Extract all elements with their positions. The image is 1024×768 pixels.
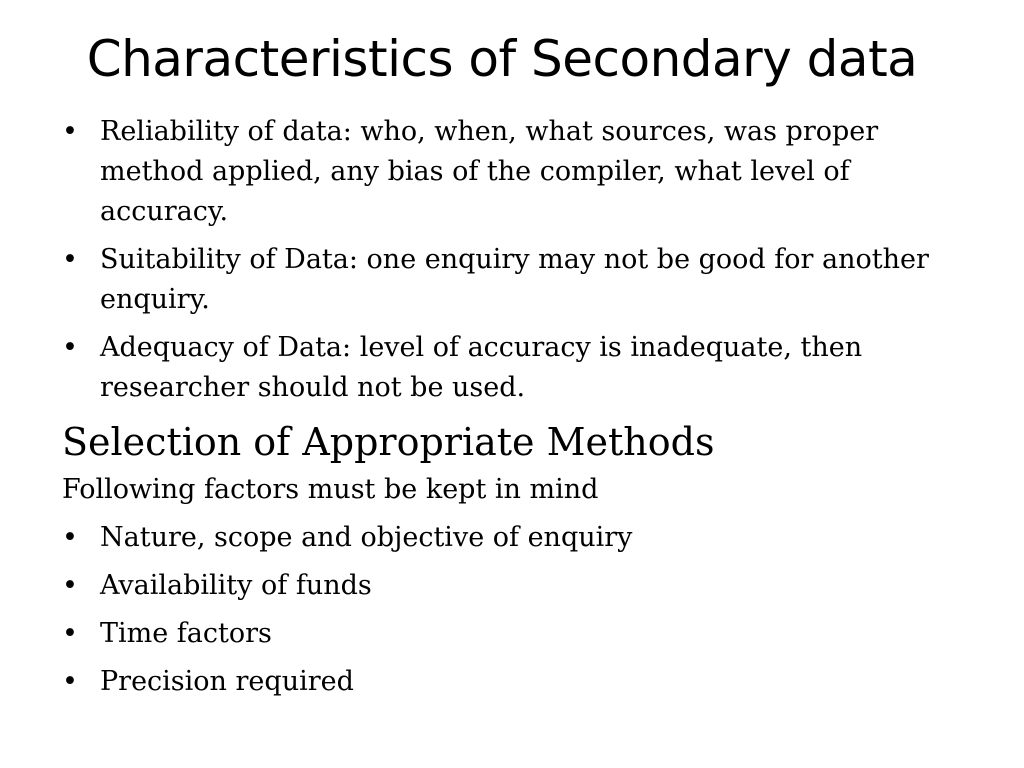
bullet-icon: •	[62, 244, 78, 275]
list-item	[62, 112, 962, 232]
list-item	[62, 240, 962, 320]
bullet-icon: •	[62, 618, 78, 649]
list-item	[62, 328, 962, 408]
characteristics-list	[62, 112, 962, 408]
list-item-text: Precision required	[100, 666, 354, 697]
list-item	[62, 614, 962, 654]
list-item-text: Suitability of Data: one enquiry may not be good for another enquiry.	[100, 244, 929, 315]
list-item	[62, 662, 962, 702]
slide-content	[62, 112, 962, 710]
list-item-text: Availability of funds	[100, 570, 372, 601]
bullet-icon: •	[62, 332, 78, 363]
bullet-icon: •	[62, 116, 78, 147]
list-item-text: Adequacy of Data: level of accuracy is inadequate, then researcher should not be used.	[100, 332, 863, 403]
section-heading: Selection of Appropriate Methods	[62, 420, 715, 464]
list-item-text: Nature, scope and objective of enquiry	[100, 522, 633, 553]
list-item	[62, 518, 962, 558]
bullet-icon: •	[62, 522, 78, 553]
factors-list	[62, 518, 962, 702]
list-item-text: Reliability of data: who, when, what sources, was proper method applied, any bias of the compiler, what level of accuracy.	[100, 116, 879, 227]
list-item-text: Time factors	[100, 618, 272, 649]
slide-title: Characteristics of Secondary data	[86, 30, 918, 88]
intro-text: Following factors must be kept in mind	[62, 474, 599, 505]
bullet-icon: •	[62, 570, 78, 601]
list-item	[62, 566, 962, 606]
bullet-icon: •	[62, 666, 78, 697]
